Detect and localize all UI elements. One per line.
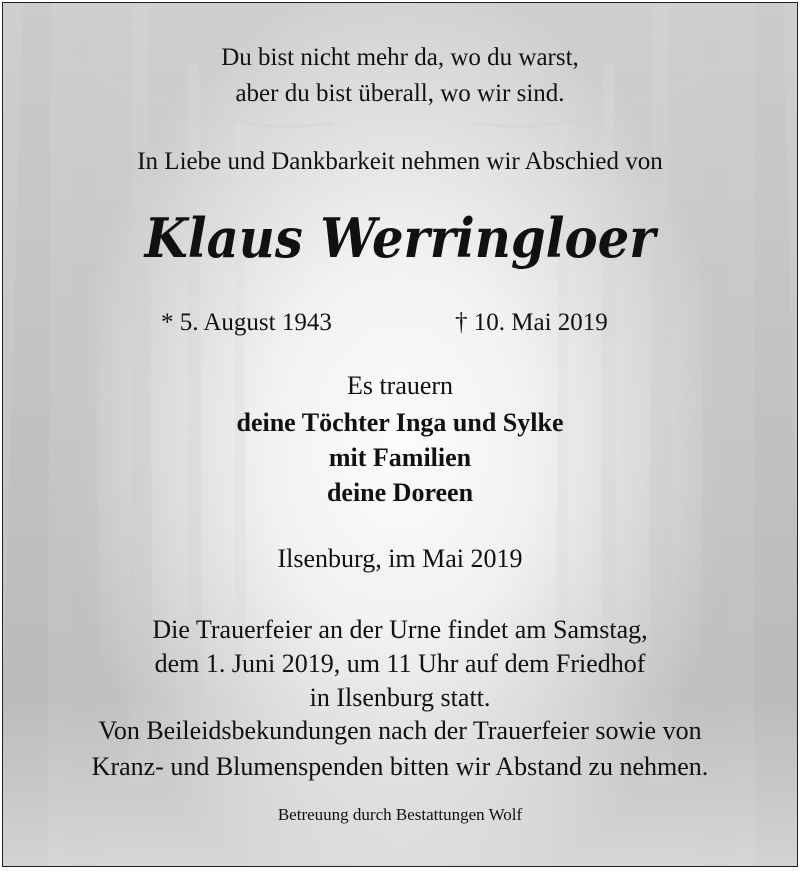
ceremony-line: Kranz- und Blumenspenden bitten wir Abstand zu nehmen. (91, 752, 709, 781)
verse-line-2: aber du bist überall, wo wir sind. (235, 80, 565, 107)
notice-content (3, 3, 797, 866)
life-dates (3, 310, 797, 340)
mourners-line: mit Familien (328, 443, 472, 472)
birth-date: * 5. August 1943 (161, 309, 332, 336)
verse-line-1: Du bist nicht mehr da, wo du warst, (221, 44, 579, 71)
deceased-name: Klaus Werringloer (144, 206, 656, 270)
funeral-home-credit: Betreuung durch Bestattungen Wolf (277, 805, 523, 824)
obituary-notice (2, 2, 798, 867)
ceremony-line: Von Beileidsbekundungen nach der Trauerfeier sowie von (98, 716, 702, 745)
mourners-line: deine Töchter Inga und Sylke (236, 408, 564, 437)
place-and-date: Ilsenburg, im Mai 2019 (277, 544, 523, 573)
ceremony-line: in Ilsenburg statt. (309, 683, 491, 712)
ceremony-line: Die Trauerfeier an der Urne findet am Samstag, (152, 615, 648, 644)
death-date: † 10. Mai 2019 (455, 309, 608, 336)
farewell-intro: In Liebe und Dankbarkeit nehmen wir Abschied von (137, 148, 663, 175)
mourners-lead: Es trauern (346, 371, 454, 400)
mourners-line: deine Doreen (326, 478, 474, 507)
ceremony-line: dem 1. Juni 2019, um 11 Uhr auf dem Friedhof (154, 649, 646, 678)
